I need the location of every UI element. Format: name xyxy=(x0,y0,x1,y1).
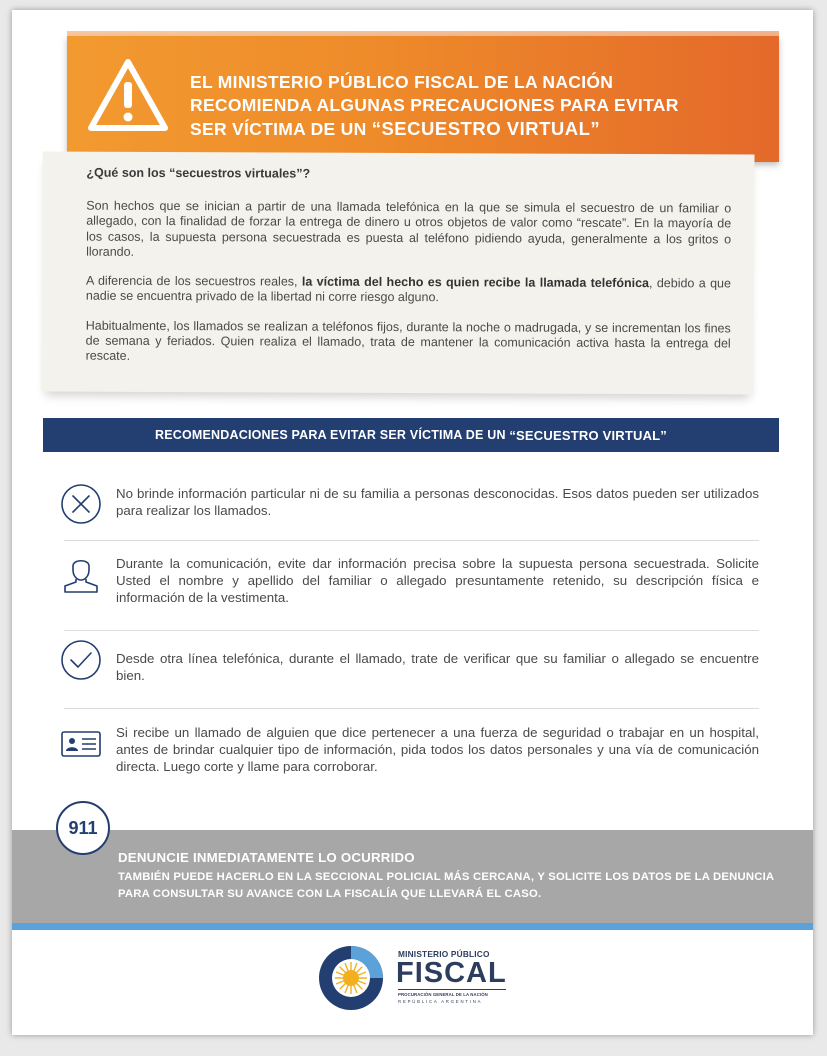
logo-line-1: MINISTERIO PÚBLICO xyxy=(398,949,490,959)
info-paragraph-1: Son hechos que se inician a partir de una llamada telefónica en la que se simula el secuestro de un familiar o allegado, con la finalidad de forzar la entrega de dinero u otros objetos de valor como “rescate”. En la mayoría de los casos, la supuesta persona secuestrada es puesta al teléfono pidiendo ayuda, generalmente a los gritos o llorando. xyxy=(86,198,732,259)
ministerio-emblem-icon xyxy=(318,945,384,1011)
divider xyxy=(64,708,759,709)
denuncia-blue-strip xyxy=(12,923,813,930)
person-icon xyxy=(59,552,103,596)
x-circle-icon xyxy=(59,482,103,526)
rec-title-prefix: RECOMENDACIONES PARA EVITAR SER VÍCTIMA DE UN xyxy=(154,428,506,442)
logo-line-3: PROCURACIÓN GENERAL DE LA NACIÓN xyxy=(398,992,488,997)
recommendation-text: Desde otra línea telefónica, durante el llamado, trate de verificar que su familiar o allegado se encuentre bien. xyxy=(116,651,759,683)
info-note xyxy=(41,151,754,394)
document-page xyxy=(12,10,813,1035)
info-p2-prefix: A diferencia de los secuestros reales, xyxy=(85,273,302,289)
divider xyxy=(64,630,759,631)
info-paragraph-2 xyxy=(86,274,731,307)
recommendation-text: No brinde información particular ni de su familia a personas desconocidas. Esos datos pueden ser utilizados para realizar los llamados. xyxy=(116,486,759,518)
info-question: ¿Qué son los “secuestros virtuales”? xyxy=(86,165,311,181)
header-banner xyxy=(67,36,779,162)
logo-line-4: REPÚBLICA ARGENTINA xyxy=(398,999,483,1004)
title-line-3-quoted: “SECUESTRO VIRTUAL” xyxy=(371,118,601,139)
id-card-icon xyxy=(59,722,103,766)
check-circle-icon xyxy=(59,638,103,682)
recommendations-header xyxy=(43,418,779,452)
title-line-2: RECOMIENDA ALGUNAS PRECAUCIONES PARA EVITAR xyxy=(190,95,679,115)
denuncia-title: DENUNCIE INMEDIATAMENTE LO OCURRIDO xyxy=(118,850,415,865)
recommendation-text: Durante la comunicación, evite dar información precisa sobre la supuesta persona secuestrada. Solicite Usted el nombre y apellido del familiar o allegado presuntamente retenido, su descripción física e información de la vestimenta. xyxy=(116,556,759,605)
denuncia-text: TAMBIÉN PUEDE HACERLO EN LA SECCIONAL POLICIAL MÁS CERCANA, Y SOLICITE LOS DATOS DE LA DENUNCIA PARA CONSULTAR SU AVANCE CON LA FISCALÍA QUE LLEVARÁ EL CASO. xyxy=(118,871,774,900)
title-line-3-prefix: SER VÍCTIMA DE UN xyxy=(190,119,372,139)
logo-line-2: FISCAL xyxy=(396,957,507,989)
title-line-1: EL MINISTERIO PÚBLICO FISCAL DE LA NACIÓN xyxy=(190,72,614,92)
recommendation-text: Si recibe un llamado de alguien que dice pertenecer a una fuerza de seguridad o trabajar en un hospital, antes de brindar cualquier tipo de información, pida todos los datos personales y una vía de comunicación directa. Luego corte y llame para corroborar. xyxy=(116,725,759,774)
rec-title-quoted: “SECUESTRO VIRTUAL” xyxy=(509,427,668,443)
warning-triangle-icon xyxy=(85,56,171,136)
info-paragraph-3: Habitualmente, los llamados se realizan a teléfonos fijos, durante la noche o madrugada, y se incrementan los fines de semana y feriados. Quien realiza el llamado, trata de mantener la comunicación activa hasta la entrega del rescate. xyxy=(85,318,731,364)
badge-911: 911 xyxy=(56,801,110,855)
divider xyxy=(64,540,759,541)
logo-rule xyxy=(398,989,506,990)
info-p2-bold: la víctima del hecho es quien recibe la llamada telefónica xyxy=(301,274,650,291)
page-title xyxy=(190,71,770,141)
info-p2-suffix: , debido a que nadie se encuentra privado de la libertad ni corre riesgo alguno. xyxy=(85,276,731,305)
